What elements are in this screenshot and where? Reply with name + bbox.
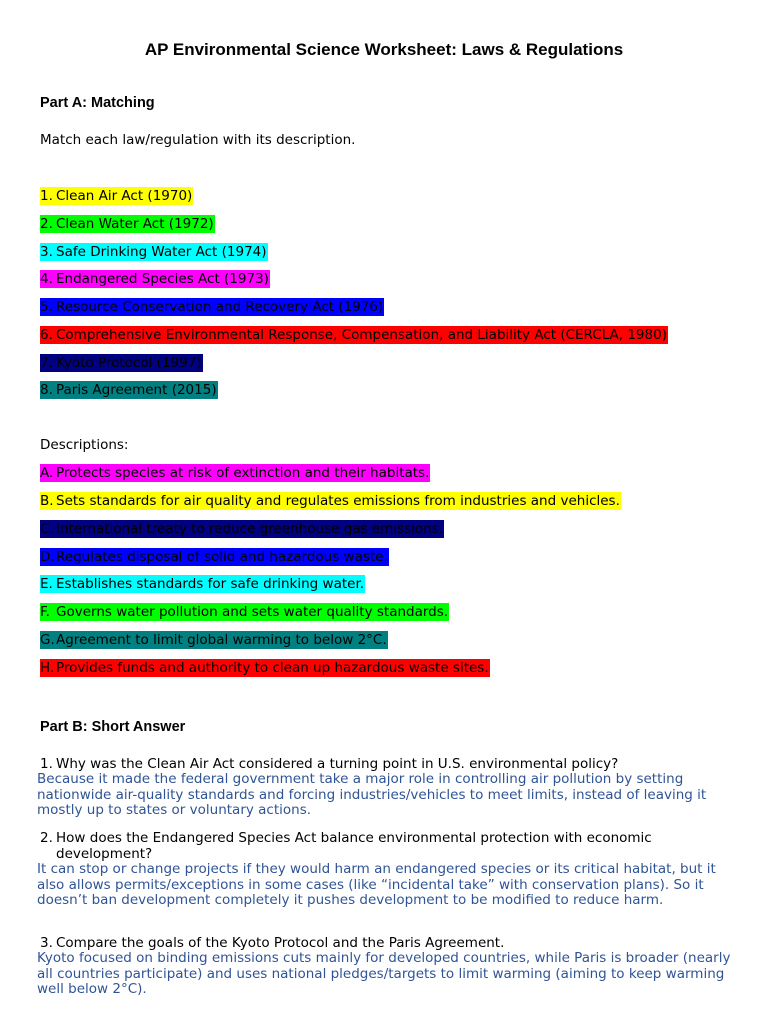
description-text: Establishes standards for safe drinking water. <box>56 576 365 592</box>
description-letter: D. <box>40 549 55 565</box>
law-item-2 <box>40 215 215 233</box>
law-item-8 <box>40 381 218 399</box>
description-letter: A. <box>40 465 54 481</box>
law-text: Paris Agreement (2015) <box>56 382 217 398</box>
law-item-4 <box>40 270 270 288</box>
question-2 <box>40 831 720 862</box>
law-number: 8. <box>40 382 53 398</box>
description-text: Protects species at risk of extinction and their habitats. <box>56 465 430 481</box>
law-item-5 <box>40 298 384 316</box>
law-text: Kyoto Protocol (1997) <box>56 355 202 371</box>
description-text: Provides funds and authority to clean up hazardous waste sites. <box>56 660 489 676</box>
law-text: Safe Drinking Water Act (1974) <box>56 244 267 260</box>
law-number: 6. <box>40 327 53 343</box>
description-text: Governs water pollution and sets water quality standards. <box>56 604 449 620</box>
description-h <box>40 659 490 677</box>
law-item-1 <box>40 187 193 205</box>
description-b <box>40 492 621 510</box>
law-text: Resource Conservation and Recovery Act (1976) <box>56 299 384 315</box>
description-letter: B. <box>40 493 54 509</box>
description-e <box>40 575 365 593</box>
description-letter: G. <box>40 632 55 648</box>
description-c <box>40 520 444 538</box>
part-a-heading: Part A: Matching <box>40 95 155 111</box>
worksheet-title: AP Environmental Science Worksheet: Laws & Regulations <box>144 40 624 59</box>
answer-2: It can stop or change projects if they would harm an endangered species or its critical habitat, but it also allows permits/exceptions in some cases (like “incidental take” with conservation plans). So it doesn’t ban development completely it pushes development to be modified to reduce harm. <box>37 861 716 908</box>
law-number: 3. <box>40 244 53 260</box>
question-text: How does the Endangered Species Act balance environmental protection with economic development? <box>56 830 652 862</box>
part-b-heading: Part B: Short Answer <box>40 719 186 735</box>
question-text: Why was the Clean Air Act considered a turning point in U.S. environmental policy? <box>56 756 619 772</box>
law-item-6 <box>40 326 668 344</box>
descriptions-label: Descriptions: <box>40 437 129 453</box>
law-number: 2. <box>40 216 53 232</box>
answer-3: Kyoto focused on binding emissions cuts mainly for developed countries, while Paris is broader (nearly all countries participate) and uses national pledges/targets to limit warming (aiming to keep warming well below 2°C). <box>37 950 731 997</box>
description-d <box>40 548 389 566</box>
question-number: 3. <box>40 935 53 951</box>
law-number: 7. <box>40 355 53 371</box>
question-number: 2. <box>40 830 53 846</box>
description-text: International treaty to reduce greenhouse gas emissions. <box>56 521 444 537</box>
description-text: Regulates disposal of solid and hazardous waste. <box>56 549 388 565</box>
question-number: 1. <box>40 756 53 772</box>
answer-1: Because it made the federal government take a major role in controlling air pollution by setting nationwide air-quality standards and forcing industries/vehicles to meet limits, instead of leaving it mostly up to states or voluntary actions. <box>37 771 707 818</box>
law-number: 5. <box>40 299 53 315</box>
description-text: Agreement to limit global warming to below 2°C. <box>56 632 387 648</box>
description-letter: H. <box>40 660 55 676</box>
law-number: 1. <box>40 188 53 204</box>
description-text: Sets standards for air quality and regulates emissions from industries and vehicles. <box>56 493 620 509</box>
description-f <box>40 603 449 621</box>
law-item-3 <box>40 243 268 261</box>
description-a <box>40 464 430 482</box>
law-item-7 <box>40 354 203 372</box>
question-text: Compare the goals of the Kyoto Protocol and the Paris Agreement. <box>56 935 505 951</box>
description-letter: C. <box>40 521 54 537</box>
law-text: Clean Water Act (1972) <box>56 216 214 232</box>
description-letter: F. <box>40 604 50 620</box>
matching-instruction: Match each law/regulation with its description. <box>40 132 356 148</box>
law-text: Comprehensive Environmental Response, Compensation, and Liability Act (CERCLA, 1980) <box>56 327 667 343</box>
description-g <box>40 631 388 649</box>
law-text: Endangered Species Act (1973) <box>56 271 269 287</box>
description-letter: E. <box>40 576 53 592</box>
law-number: 4. <box>40 271 53 287</box>
law-text: Clean Air Act (1970) <box>56 188 193 204</box>
